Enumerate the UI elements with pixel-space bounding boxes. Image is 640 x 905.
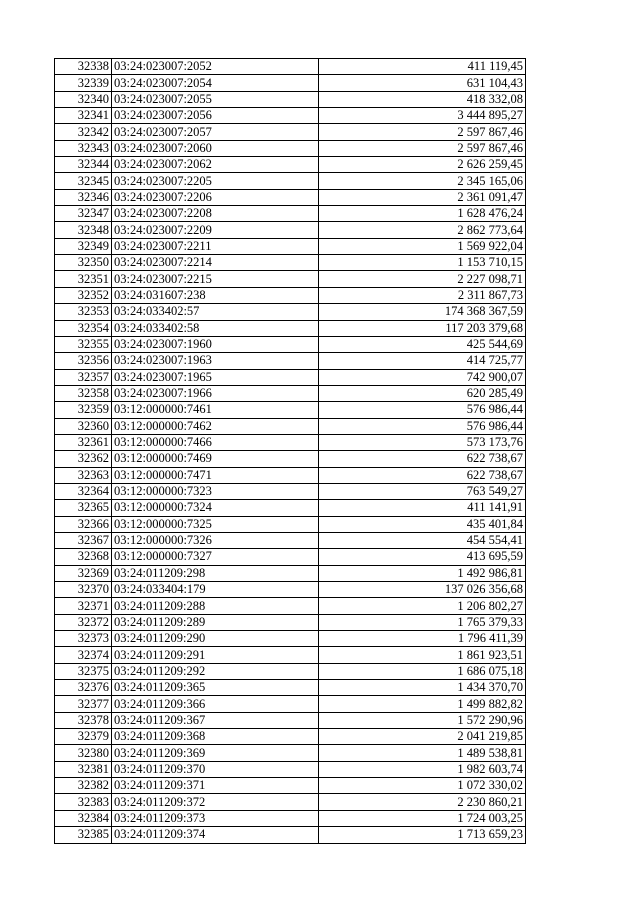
cadastral-number: 03:24:023007:2057 bbox=[112, 124, 319, 140]
row-number: 32375 bbox=[55, 663, 112, 679]
table-row bbox=[55, 336, 526, 352]
row-number: 32345 bbox=[55, 173, 112, 189]
cadastral-number: 03:24:011209:374 bbox=[112, 827, 319, 843]
cadastral-value: 1 572 290,96 bbox=[319, 712, 526, 728]
cadastral-value: 1 765 379,33 bbox=[319, 614, 526, 630]
row-number: 32349 bbox=[55, 238, 112, 254]
table-row bbox=[55, 222, 526, 238]
table-row bbox=[55, 206, 526, 222]
cadastral-number: 03:12:000000:7469 bbox=[112, 451, 319, 467]
cadastral-number: 03:24:011209:290 bbox=[112, 631, 319, 647]
table-row bbox=[55, 631, 526, 647]
table-body bbox=[55, 59, 526, 844]
cadastral-value: 411 119,45 bbox=[319, 59, 526, 75]
cadastral-number: 03:24:023007:1966 bbox=[112, 385, 319, 401]
cadastral-number: 03:24:023007:2215 bbox=[112, 271, 319, 287]
table-row bbox=[55, 287, 526, 303]
cadastral-value: 631 104,43 bbox=[319, 75, 526, 91]
table-row bbox=[55, 467, 526, 483]
cadastral-number: 03:24:011209:369 bbox=[112, 745, 319, 761]
cadastral-number: 03:24:011209:366 bbox=[112, 696, 319, 712]
cadastral-value: 1 153 710,15 bbox=[319, 255, 526, 271]
cadastral-value: 573 173,76 bbox=[319, 434, 526, 450]
row-number: 32340 bbox=[55, 91, 112, 107]
cadastral-value: 425 544,69 bbox=[319, 336, 526, 352]
row-number: 32341 bbox=[55, 108, 112, 124]
table-row bbox=[55, 271, 526, 287]
table-row bbox=[55, 369, 526, 385]
cadastral-number: 03:24:023007:2062 bbox=[112, 157, 319, 173]
cadastral-number: 03:12:000000:7462 bbox=[112, 418, 319, 434]
cadastral-value: 1 206 802,27 bbox=[319, 598, 526, 614]
row-number: 32374 bbox=[55, 647, 112, 663]
row-number: 32353 bbox=[55, 304, 112, 320]
cadastral-value: 1 861 923,51 bbox=[319, 647, 526, 663]
cadastral-value: 137 026 356,68 bbox=[319, 582, 526, 598]
cadastral-number: 03:24:011209:298 bbox=[112, 565, 319, 581]
cadastral-value: 2 597 867,46 bbox=[319, 124, 526, 140]
cadastral-value: 1 628 476,24 bbox=[319, 206, 526, 222]
cadastral-number: 03:24:023007:1963 bbox=[112, 353, 319, 369]
row-number: 32368 bbox=[55, 549, 112, 565]
cadastral-number: 03:24:033404:179 bbox=[112, 582, 319, 598]
cadastral-number: 03:24:023007:2209 bbox=[112, 222, 319, 238]
cadastral-value: 454 554,41 bbox=[319, 532, 526, 548]
row-number: 32339 bbox=[55, 75, 112, 91]
cadastral-value: 2 626 259,45 bbox=[319, 157, 526, 173]
row-number: 32355 bbox=[55, 336, 112, 352]
cadastral-value: 1 982 603,74 bbox=[319, 761, 526, 777]
table-row bbox=[55, 91, 526, 107]
cadastral-number: 03:24:033402:57 bbox=[112, 304, 319, 320]
table-row bbox=[55, 729, 526, 745]
row-number: 32372 bbox=[55, 614, 112, 630]
cadastral-value: 742 900,07 bbox=[319, 369, 526, 385]
cadastral-value: 418 332,08 bbox=[319, 91, 526, 107]
table-row bbox=[55, 108, 526, 124]
cadastral-number: 03:24:011209:292 bbox=[112, 663, 319, 679]
table-row bbox=[55, 810, 526, 826]
cadastral-value: 576 986,44 bbox=[319, 418, 526, 434]
table-row bbox=[55, 647, 526, 663]
row-number: 32379 bbox=[55, 729, 112, 745]
cadastral-value: 2 230 860,21 bbox=[319, 794, 526, 810]
row-number: 32338 bbox=[55, 59, 112, 75]
cadastral-value: 620 285,49 bbox=[319, 385, 526, 401]
table-row bbox=[55, 157, 526, 173]
cadastral-number: 03:24:033402:58 bbox=[112, 320, 319, 336]
table-row bbox=[55, 549, 526, 565]
row-number: 32354 bbox=[55, 320, 112, 336]
row-number: 32360 bbox=[55, 418, 112, 434]
cadastral-value: 1 569 922,04 bbox=[319, 238, 526, 254]
row-number: 32362 bbox=[55, 451, 112, 467]
row-number: 32342 bbox=[55, 124, 112, 140]
cadastral-value: 1 686 075,18 bbox=[319, 663, 526, 679]
cadastral-number: 03:24:011209:367 bbox=[112, 712, 319, 728]
row-number: 32380 bbox=[55, 745, 112, 761]
cadastral-number: 03:12:000000:7466 bbox=[112, 434, 319, 450]
cadastral-number: 03:24:011209:370 bbox=[112, 761, 319, 777]
cadastral-value: 622 738,67 bbox=[319, 467, 526, 483]
cadastral-number: 03:12:000000:7323 bbox=[112, 483, 319, 499]
row-number: 32358 bbox=[55, 385, 112, 401]
row-number: 32364 bbox=[55, 483, 112, 499]
table-row bbox=[55, 500, 526, 516]
cadastral-number: 03:24:011209:373 bbox=[112, 810, 319, 826]
row-number: 32365 bbox=[55, 500, 112, 516]
table-row bbox=[55, 598, 526, 614]
row-number: 32373 bbox=[55, 631, 112, 647]
row-number: 32350 bbox=[55, 255, 112, 271]
row-number: 32346 bbox=[55, 189, 112, 205]
table-row bbox=[55, 696, 526, 712]
cadastral-number: 03:24:023007:2206 bbox=[112, 189, 319, 205]
row-number: 32376 bbox=[55, 680, 112, 696]
cadastral-value: 1 713 659,23 bbox=[319, 827, 526, 843]
row-number: 32366 bbox=[55, 516, 112, 532]
cadastral-value: 174 368 367,59 bbox=[319, 304, 526, 320]
table-row bbox=[55, 745, 526, 761]
row-number: 32344 bbox=[55, 157, 112, 173]
table-row bbox=[55, 385, 526, 401]
row-number: 32385 bbox=[55, 827, 112, 843]
cadastral-number: 03:24:011209:371 bbox=[112, 778, 319, 794]
cadastral-number: 03:24:023007:1965 bbox=[112, 369, 319, 385]
row-number: 32359 bbox=[55, 402, 112, 418]
row-number: 32369 bbox=[55, 565, 112, 581]
row-number: 32377 bbox=[55, 696, 112, 712]
cadastral-value: 1 072 330,02 bbox=[319, 778, 526, 794]
row-number: 32347 bbox=[55, 206, 112, 222]
cadastral-value: 576 986,44 bbox=[319, 402, 526, 418]
table-row bbox=[55, 827, 526, 843]
table-row bbox=[55, 761, 526, 777]
table-row bbox=[55, 712, 526, 728]
row-number: 32383 bbox=[55, 794, 112, 810]
cadastral-number: 03:24:023007:2211 bbox=[112, 238, 319, 254]
table-row bbox=[55, 124, 526, 140]
cadastral-value: 622 738,67 bbox=[319, 451, 526, 467]
table-row bbox=[55, 255, 526, 271]
table-row bbox=[55, 614, 526, 630]
cadastral-value: 1 489 538,81 bbox=[319, 745, 526, 761]
cadastral-value: 1 434 370,70 bbox=[319, 680, 526, 696]
cadastral-value: 763 549,27 bbox=[319, 483, 526, 499]
cadastral-value: 2 862 773,64 bbox=[319, 222, 526, 238]
row-number: 32361 bbox=[55, 434, 112, 450]
cadastral-number: 03:12:000000:7327 bbox=[112, 549, 319, 565]
row-number: 32357 bbox=[55, 369, 112, 385]
row-number: 32352 bbox=[55, 287, 112, 303]
row-number: 32370 bbox=[55, 582, 112, 598]
row-number: 32378 bbox=[55, 712, 112, 728]
cadastral-value: 414 725,77 bbox=[319, 353, 526, 369]
cadastral-number: 03:24:011209:288 bbox=[112, 598, 319, 614]
cadastral-value-table bbox=[54, 58, 526, 844]
cadastral-value: 2 311 867,73 bbox=[319, 287, 526, 303]
cadastral-number: 03:12:000000:7326 bbox=[112, 532, 319, 548]
cadastral-number: 03:24:023007:2052 bbox=[112, 59, 319, 75]
row-number: 32351 bbox=[55, 271, 112, 287]
cadastral-value: 411 141,91 bbox=[319, 500, 526, 516]
cadastral-number: 03:24:011209:291 bbox=[112, 647, 319, 663]
table-row bbox=[55, 582, 526, 598]
table-row bbox=[55, 173, 526, 189]
table-row bbox=[55, 680, 526, 696]
cadastral-number: 03:24:011209:365 bbox=[112, 680, 319, 696]
cadastral-value: 1 492 986,81 bbox=[319, 565, 526, 581]
table-row bbox=[55, 189, 526, 205]
table-row bbox=[55, 794, 526, 810]
cadastral-number: 03:24:023007:2055 bbox=[112, 91, 319, 107]
row-number: 32343 bbox=[55, 140, 112, 156]
table-row bbox=[55, 402, 526, 418]
row-number: 32356 bbox=[55, 353, 112, 369]
cadastral-number: 03:24:023007:2060 bbox=[112, 140, 319, 156]
table-row bbox=[55, 663, 526, 679]
table-row bbox=[55, 451, 526, 467]
row-number: 32382 bbox=[55, 778, 112, 794]
table-row bbox=[55, 59, 526, 75]
cadastral-number: 03:24:023007:2214 bbox=[112, 255, 319, 271]
table-row bbox=[55, 304, 526, 320]
table-row bbox=[55, 483, 526, 499]
table-row bbox=[55, 140, 526, 156]
cadastral-value: 1 499 882,82 bbox=[319, 696, 526, 712]
table-row bbox=[55, 565, 526, 581]
cadastral-value: 435 401,84 bbox=[319, 516, 526, 532]
cadastral-number: 03:24:023007:2205 bbox=[112, 173, 319, 189]
table-row bbox=[55, 418, 526, 434]
table-row bbox=[55, 320, 526, 336]
table-row bbox=[55, 75, 526, 91]
cadastral-value: 2 345 165,06 bbox=[319, 173, 526, 189]
cadastral-value: 2 227 098,71 bbox=[319, 271, 526, 287]
cadastral-value: 2 597 867,46 bbox=[319, 140, 526, 156]
cadastral-value: 413 695,59 bbox=[319, 549, 526, 565]
cadastral-value: 2 041 219,85 bbox=[319, 729, 526, 745]
cadastral-value: 1 724 003,25 bbox=[319, 810, 526, 826]
cadastral-number: 03:24:011209:372 bbox=[112, 794, 319, 810]
cadastral-number: 03:24:011209:368 bbox=[112, 729, 319, 745]
cadastral-number: 03:24:031607:238 bbox=[112, 287, 319, 303]
cadastral-value: 117 203 379,68 bbox=[319, 320, 526, 336]
cadastral-number: 03:24:023007:2054 bbox=[112, 75, 319, 91]
cadastral-number: 03:24:023007:1960 bbox=[112, 336, 319, 352]
cadastral-value: 1 796 411,39 bbox=[319, 631, 526, 647]
cadastral-number: 03:12:000000:7471 bbox=[112, 467, 319, 483]
cadastral-value: 2 361 091,47 bbox=[319, 189, 526, 205]
row-number: 32348 bbox=[55, 222, 112, 238]
cadastral-number: 03:24:023007:2056 bbox=[112, 108, 319, 124]
table-row bbox=[55, 778, 526, 794]
table-row bbox=[55, 532, 526, 548]
cadastral-number: 03:24:023007:2208 bbox=[112, 206, 319, 222]
row-number: 32381 bbox=[55, 761, 112, 777]
table-row bbox=[55, 516, 526, 532]
row-number: 32367 bbox=[55, 532, 112, 548]
row-number: 32363 bbox=[55, 467, 112, 483]
table-row bbox=[55, 434, 526, 450]
table-row bbox=[55, 238, 526, 254]
cadastral-number: 03:24:011209:289 bbox=[112, 614, 319, 630]
cadastral-number: 03:12:000000:7461 bbox=[112, 402, 319, 418]
cadastral-value: 3 444 895,27 bbox=[319, 108, 526, 124]
cadastral-number: 03:12:000000:7324 bbox=[112, 500, 319, 516]
row-number: 32384 bbox=[55, 810, 112, 826]
row-number: 32371 bbox=[55, 598, 112, 614]
cadastral-number: 03:12:000000:7325 bbox=[112, 516, 319, 532]
table-row bbox=[55, 353, 526, 369]
